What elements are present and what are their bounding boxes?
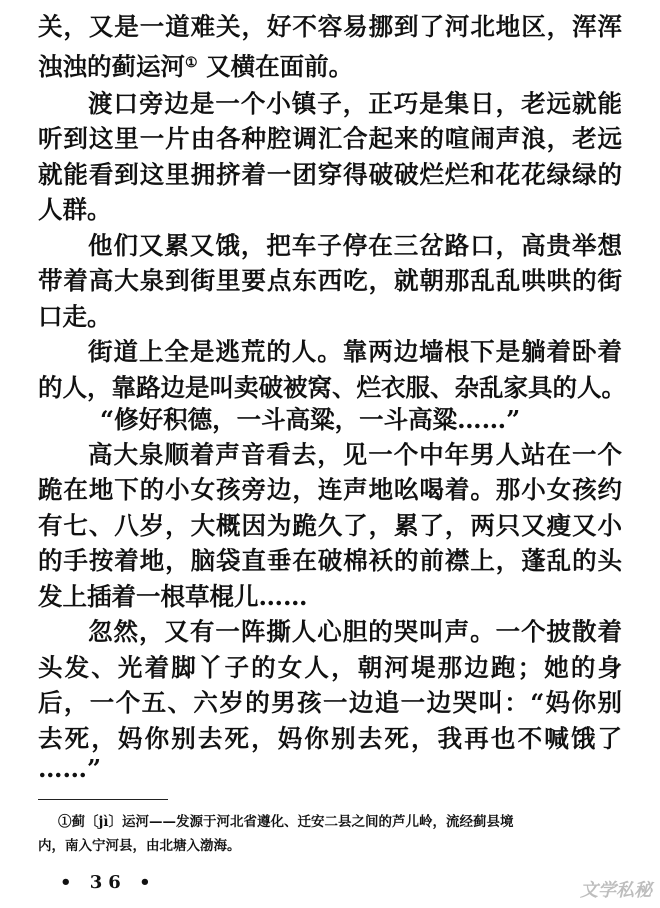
text-line: 听到这里一片由各种腔调汇合起来的喧闹声浪，老远 xyxy=(38,124,622,153)
text-line: 街道上全是逃荒的人。靠两边墙根下是躺着卧着 xyxy=(88,337,622,366)
text-line: 发上插着一根草棍儿…… xyxy=(38,582,308,611)
text-segment: 浊浊的蓟运河 xyxy=(38,52,185,81)
text-line: 口走。 xyxy=(38,302,112,331)
text-line: 高大泉顺着声音看去，见一个中年男人站在一个 xyxy=(88,440,622,469)
text-line: 关，又是一道难关，好不容易挪到了河北地区，浑浑 xyxy=(38,12,622,41)
text-line: 去死，妈你别去死，妈你别去死，我再也不喊饿了 xyxy=(38,724,622,753)
text-line: “修好积德，一斗高粱，一斗高粱……” xyxy=(100,405,521,434)
text-line xyxy=(38,48,622,80)
text-line: 跪在地下的小女孩旁边，连声地吆喝着。那小女孩约 xyxy=(38,475,622,504)
watermark: 文学私秘 xyxy=(580,880,652,901)
text-line: 他们又累又饿，把车子停在三岔路口，高贵举想 xyxy=(88,231,622,260)
text-line: 忽然，又有一阵撕人心胆的哭叫声。一个披散着 xyxy=(88,617,622,646)
page-number: • 36 • xyxy=(60,872,157,893)
text-line: 带着高大泉到街里要点东西吃，就朝那乱乱哄哄的街 xyxy=(38,266,622,295)
text-line: 的人，靠路边是叫卖破被窝、烂衣服、杂乱家具的人。 xyxy=(38,373,626,402)
text-line: 就能看到这里拥挤着一团穿得破破烂烂和花花绿绿的 xyxy=(38,160,622,189)
text-line: 人群。 xyxy=(38,195,112,224)
text-line: ……” xyxy=(38,754,102,783)
text-line: 后，一个五、六岁的男孩一边追一边哭叫：“妈你别 xyxy=(38,688,622,717)
text-line: 头发、光着脚丫子的女人，朝河堤那边跑；她的身 xyxy=(38,653,622,682)
footnote-line: ①蓟〔jì〕运河——发源于河北省遵化、迁安二县之间的芦儿岭，流经蓟县境 xyxy=(58,814,514,830)
text-line: 的手按着地，脑袋直垂在破棉袄的前襟上，蓬乱的头 xyxy=(38,546,622,575)
footnote-divider xyxy=(38,799,168,800)
text-segment: 又横在面前。 xyxy=(197,52,354,81)
footnote-mark[interactable]: ① xyxy=(185,55,198,71)
footnote-line: 内，南入宁河县，由北塘入渤海。 xyxy=(38,838,241,854)
text-line: 有七、八岁，大概因为跪久了，累了，两只又瘦又小 xyxy=(38,511,622,540)
text-line: 渡口旁边是一个小镇子，正巧是集日，老远就能 xyxy=(88,89,622,118)
